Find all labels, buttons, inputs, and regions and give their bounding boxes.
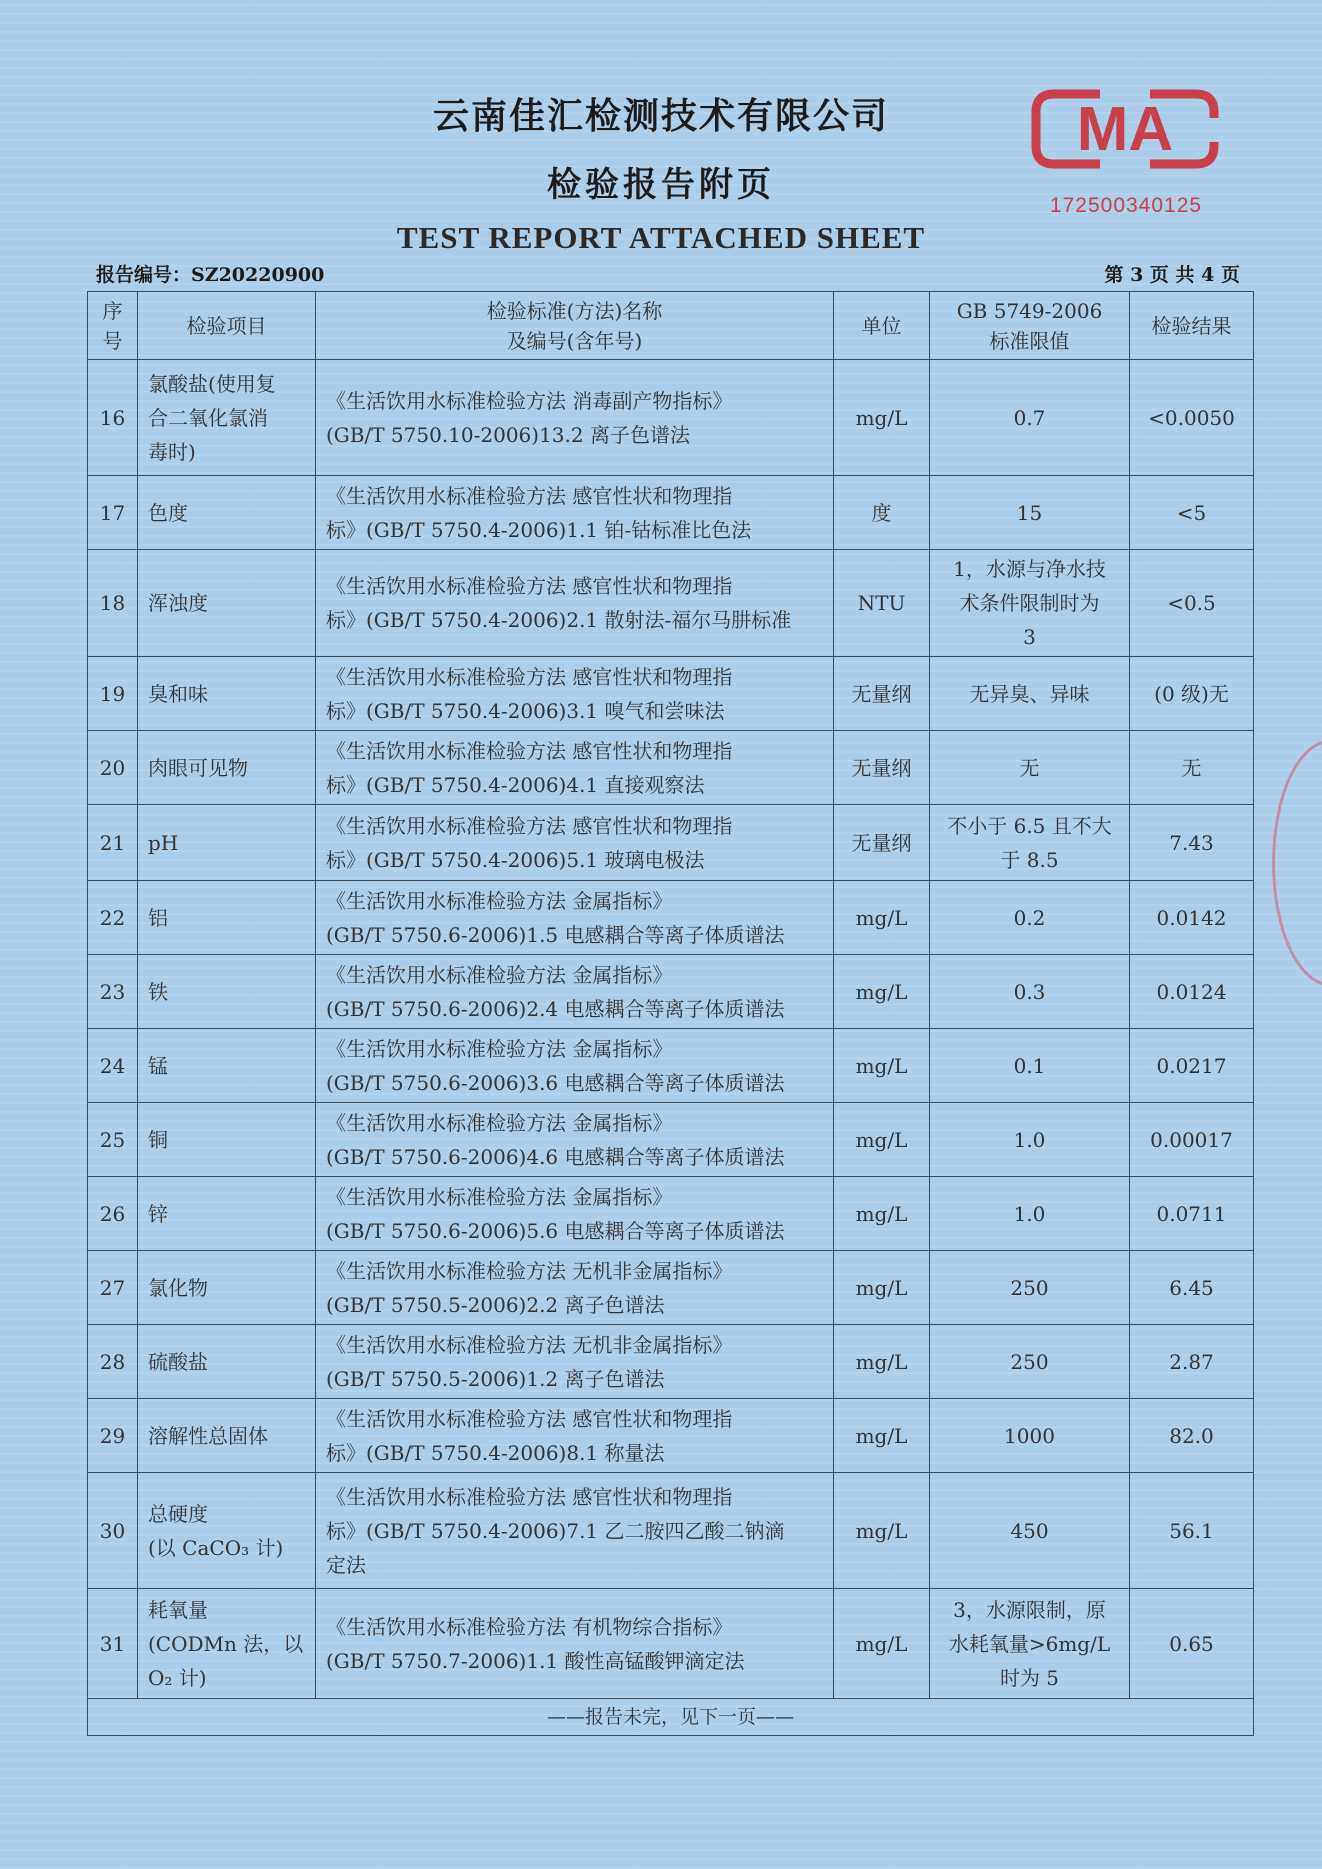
header-method: 检验标准(方法)名称 及编号(含年号) bbox=[316, 292, 834, 360]
table-row bbox=[88, 1325, 1254, 1399]
table-row bbox=[88, 805, 1254, 881]
row-limit: 250 bbox=[930, 1325, 1130, 1399]
row-seq: 29 bbox=[88, 1399, 138, 1473]
row-limit: 1.0 bbox=[930, 1177, 1130, 1251]
results-table bbox=[87, 291, 1254, 1736]
row-item: 氯酸盐(使用复 合二氧化氯消 毒时) bbox=[138, 360, 316, 476]
row-item: 色度 bbox=[138, 476, 316, 550]
row-limit: 450 bbox=[930, 1473, 1130, 1589]
table-footer-row bbox=[88, 1699, 1254, 1736]
row-method: 《生活饮用水标准检验方法 金属指标》 (GB/T 5750.6-2006)5.6 电感耦合等离子体质谱法 bbox=[316, 1177, 834, 1251]
table-row bbox=[88, 476, 1254, 550]
row-item: pH bbox=[138, 805, 316, 881]
row-seq: 30 bbox=[88, 1473, 138, 1589]
row-unit: mg/L bbox=[834, 360, 930, 476]
row-unit: mg/L bbox=[834, 1251, 930, 1325]
row-method: 《生活饮用水标准检验方法 感官性状和物理指 标》(GB/T 5750.4-2006)5.1 玻璃电极法 bbox=[316, 805, 834, 881]
row-method: 《生活饮用水标准检验方法 金属指标》 (GB/T 5750.6-2006)4.6 电感耦合等离子体质谱法 bbox=[316, 1103, 834, 1177]
row-seq: 18 bbox=[88, 550, 138, 657]
row-limit: 1000 bbox=[930, 1399, 1130, 1473]
ma-logo-text: MA bbox=[1076, 95, 1174, 164]
row-result: 56.1 bbox=[1130, 1473, 1254, 1589]
row-result: 0.00017 bbox=[1130, 1103, 1254, 1177]
row-seq: 25 bbox=[88, 1103, 138, 1177]
row-item: 肉眼可见物 bbox=[138, 731, 316, 805]
row-item: 总硬度 (以 CaCO₃ 计) bbox=[138, 1473, 316, 1589]
row-result: 0.0124 bbox=[1130, 955, 1254, 1029]
row-limit: 0.2 bbox=[930, 881, 1130, 955]
row-result: 7.43 bbox=[1130, 805, 1254, 881]
row-seq: 17 bbox=[88, 476, 138, 550]
table-row bbox=[88, 550, 1254, 657]
row-limit: 250 bbox=[930, 1251, 1130, 1325]
row-result: 0.0711 bbox=[1130, 1177, 1254, 1251]
row-method: 《生活饮用水标准检验方法 感官性状和物理指 标》(GB/T 5750.4-2006)2.1 散射法-福尔马肼标准 bbox=[316, 550, 834, 657]
row-method: 《生活饮用水标准检验方法 无机非金属指标》 (GB/T 5750.5-2006)1.2 离子色谱法 bbox=[316, 1325, 834, 1399]
row-method: 《生活饮用水标准检验方法 感官性状和物理指 标》(GB/T 5750.4-2006)8.1 称量法 bbox=[316, 1399, 834, 1473]
row-limit: 1，水源与净水技 术条件限制时为 3 bbox=[930, 550, 1130, 657]
row-limit: 3，水源限制，原 水耗氧量>6mg/L 时为 5 bbox=[930, 1589, 1130, 1699]
header-item: 检验项目 bbox=[138, 292, 316, 360]
table-row bbox=[88, 657, 1254, 731]
row-unit: 无量纲 bbox=[834, 657, 930, 731]
row-result: 82.0 bbox=[1130, 1399, 1254, 1473]
header-limit: GB 5749-2006 标准限值 bbox=[930, 292, 1130, 360]
row-unit: mg/L bbox=[834, 1589, 930, 1699]
table-row bbox=[88, 731, 1254, 805]
table-row bbox=[88, 360, 1254, 476]
row-unit: mg/L bbox=[834, 1029, 930, 1103]
row-result: <5 bbox=[1130, 476, 1254, 550]
header-result: 检验结果 bbox=[1130, 292, 1254, 360]
row-item: 锰 bbox=[138, 1029, 316, 1103]
row-unit: NTU bbox=[834, 550, 930, 657]
row-seq: 19 bbox=[88, 657, 138, 731]
row-unit: mg/L bbox=[834, 881, 930, 955]
table-row bbox=[88, 1473, 1254, 1589]
table-row bbox=[88, 1177, 1254, 1251]
row-result: 2.87 bbox=[1130, 1325, 1254, 1399]
row-method: 《生活饮用水标准检验方法 消毒副产物指标》 (GB/T 5750.10-2006)13.2 离子色谱法 bbox=[316, 360, 834, 476]
row-limit: 0.1 bbox=[930, 1029, 1130, 1103]
red-seal-stamp bbox=[1272, 740, 1322, 986]
row-unit: mg/L bbox=[834, 1399, 930, 1473]
row-item: 铜 bbox=[138, 1103, 316, 1177]
table-row bbox=[88, 1103, 1254, 1177]
table-row bbox=[88, 1029, 1254, 1103]
continued-note: ——报告未完，见下一页—— bbox=[88, 1699, 1254, 1736]
row-method: 《生活饮用水标准检验方法 感官性状和物理指 标》(GB/T 5750.4-2006)4.1 直接观察法 bbox=[316, 731, 834, 805]
table-row bbox=[88, 1251, 1254, 1325]
row-seq: 28 bbox=[88, 1325, 138, 1399]
table-row bbox=[88, 881, 1254, 955]
row-item: 臭和味 bbox=[138, 657, 316, 731]
row-method: 《生活饮用水标准检验方法 感官性状和物理指 标》(GB/T 5750.4-2006)3.1 嗅气和尝味法 bbox=[316, 657, 834, 731]
row-result: <0.5 bbox=[1130, 550, 1254, 657]
table-row bbox=[88, 955, 1254, 1029]
report-subtitle: 检验报告附页 bbox=[547, 165, 775, 205]
table-header-row bbox=[88, 292, 1254, 360]
ma-certificate-code: 172500340125 bbox=[1049, 194, 1203, 217]
row-seq: 26 bbox=[88, 1177, 138, 1251]
row-seq: 31 bbox=[88, 1589, 138, 1699]
row-result: 0.0142 bbox=[1130, 881, 1254, 955]
row-item: 溶解性总固体 bbox=[138, 1399, 316, 1473]
row-limit: 1.0 bbox=[930, 1103, 1130, 1177]
row-limit: 不小于 6.5 且不大 于 8.5 bbox=[930, 805, 1130, 881]
row-unit: mg/L bbox=[834, 1103, 930, 1177]
row-limit: 无异臭、异味 bbox=[930, 657, 1130, 731]
row-item: 浑浊度 bbox=[138, 550, 316, 657]
row-unit: 无量纲 bbox=[834, 731, 930, 805]
report-english-title: TEST REPORT ATTACHED SHEET bbox=[396, 220, 926, 255]
row-item: 铝 bbox=[138, 881, 316, 955]
row-method: 《生活饮用水标准检验方法 无机非金属指标》 (GB/T 5750.5-2006)2.2 离子色谱法 bbox=[316, 1251, 834, 1325]
row-item: 锌 bbox=[138, 1177, 316, 1251]
row-unit: mg/L bbox=[834, 1177, 930, 1251]
row-limit: 15 bbox=[930, 476, 1130, 550]
row-item: 耗氧量 (CODMn 法，以 O₂ 计) bbox=[138, 1589, 316, 1699]
row-seq: 27 bbox=[88, 1251, 138, 1325]
row-seq: 20 bbox=[88, 731, 138, 805]
row-seq: 23 bbox=[88, 955, 138, 1029]
row-unit: mg/L bbox=[834, 1473, 930, 1589]
row-item: 氯化物 bbox=[138, 1251, 316, 1325]
row-item: 铁 bbox=[138, 955, 316, 1029]
row-limit: 无 bbox=[930, 731, 1130, 805]
page-indicator: 第 3 页 共 4 页 bbox=[1104, 264, 1240, 286]
results-table-wrapper bbox=[87, 291, 1253, 1736]
row-method: 《生活饮用水标准检验方法 有机物综合指标》 (GB/T 5750.7-2006)1.1 酸性高锰酸钾滴定法 bbox=[316, 1589, 834, 1699]
row-seq: 21 bbox=[88, 805, 138, 881]
row-unit: mg/L bbox=[834, 1325, 930, 1399]
row-seq: 22 bbox=[88, 881, 138, 955]
row-result: 0.0217 bbox=[1130, 1029, 1254, 1103]
header-seq: 序 号 bbox=[88, 292, 138, 360]
row-result: <0.0050 bbox=[1130, 360, 1254, 476]
row-method: 《生活饮用水标准检验方法 金属指标》 (GB/T 5750.6-2006)3.6 电感耦合等离子体质谱法 bbox=[316, 1029, 834, 1103]
row-method: 《生活饮用水标准检验方法 感官性状和物理指 标》(GB/T 5750.4-2006)1.1 铂-钴标准比色法 bbox=[316, 476, 834, 550]
table-row bbox=[88, 1589, 1254, 1699]
row-method: 《生活饮用水标准检验方法 金属指标》 (GB/T 5750.6-2006)2.4 电感耦合等离子体质谱法 bbox=[316, 955, 834, 1029]
table-row bbox=[88, 1399, 1254, 1473]
ma-certification-logo bbox=[1030, 88, 1220, 170]
row-limit: 0.7 bbox=[930, 360, 1130, 476]
row-seq: 16 bbox=[88, 360, 138, 476]
row-result: 6.45 bbox=[1130, 1251, 1254, 1325]
row-method: 《生活饮用水标准检验方法 感官性状和物理指 标》(GB/T 5750.4-2006)7.1 乙二胺四乙酸二钠滴 定法 bbox=[316, 1473, 834, 1589]
header-unit: 单位 bbox=[834, 292, 930, 360]
report-number: 报告编号：SZ20220900 bbox=[96, 264, 325, 286]
row-result: 0.65 bbox=[1130, 1589, 1254, 1699]
row-result: (0 级)无 bbox=[1130, 657, 1254, 731]
row-unit: 无量纲 bbox=[834, 805, 930, 881]
row-seq: 24 bbox=[88, 1029, 138, 1103]
row-unit: mg/L bbox=[834, 955, 930, 1029]
row-unit: 度 bbox=[834, 476, 930, 550]
company-name: 云南佳汇检测技术有限公司 bbox=[432, 95, 889, 137]
row-result: 无 bbox=[1130, 731, 1254, 805]
row-limit: 0.3 bbox=[930, 955, 1130, 1029]
row-item: 硫酸盐 bbox=[138, 1325, 316, 1399]
row-method: 《生活饮用水标准检验方法 金属指标》 (GB/T 5750.6-2006)1.5 电感耦合等离子体质谱法 bbox=[316, 881, 834, 955]
